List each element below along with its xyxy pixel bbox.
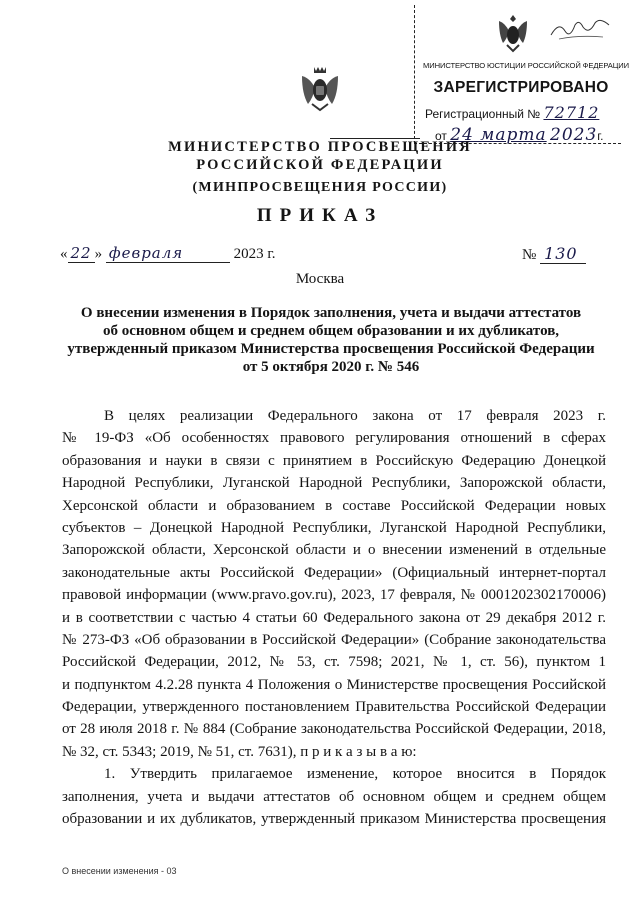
body-line: субъектов – Донецкой Народной Республики, Луганской Народной Республики, [62, 519, 606, 536]
order-title-line3: утвержденный приказом Министерства просвещения Российской Федерации [67, 341, 595, 357]
body-line: Запорожской области, Херсонской области и о внесении изменений в отдельные [62, 542, 606, 559]
stamp-reg-label: Регистрационный № [425, 107, 541, 121]
body-line: и подпунктом 4.2.28 пункта 4 Положения о Министерстве просвещения Российской [62, 676, 606, 693]
body-line: от 28 июля 2018 г. № 884 (Собрание законодательства Российской Федерации, 2018, [62, 721, 606, 738]
body-line: Российской Федерации, 2012, № 53, ст. 7598; 2021, № 1, ст. 56), пунктом 1 [62, 654, 606, 671]
order-number-value: 130 [540, 244, 586, 264]
stamp-date-suffix: г. [597, 129, 604, 143]
body-line-item-1: 1. Утвердить прилагаемое изменение, которое вносится в Порядок [104, 766, 606, 783]
body-line: образования и науки в связи с принятием в Российскую Федерацию Донецкой [62, 452, 606, 469]
stamp-signature-icon [549, 17, 611, 43]
body-line: Федерации, утвержденного постановлением Правительства Российской Федерации [62, 699, 606, 716]
body-line: Народной Республики, Луганской Народной Республики, Запорожской области, [62, 475, 606, 492]
document-type: ПРИКАЗ [256, 205, 384, 226]
body-line: В целях реализации Федерального закона от 17 февраля 2023 г. [104, 408, 606, 424]
order-title-line2: об основном общем и среднем общем образовании и их дубликатов, [102, 323, 560, 339]
ministry-name-line2: РОССИЙСКОЙ ФЕДЕРАЦИИ [196, 157, 444, 173]
body-line: заполнения, учета и выдачи аттестатов об основном общем и среднем общем [62, 788, 606, 805]
body-line: законодательные акты Российской Федерации» (Официальный интернет-портал [62, 564, 606, 581]
stamp-reg-number: 72712 [543, 103, 600, 122]
stamp-date-prefix: от [435, 129, 447, 143]
body-line: № 273-ФЗ «Об образовании в Российской Федерации» (Собрание законодательства [62, 631, 606, 648]
order-title [60, 304, 602, 376]
order-date [60, 244, 276, 263]
stamp-date-handwritten: 24 марта [450, 125, 547, 145]
ministry-name-line1: МИНИСТЕРСТВО ПРОСВЕЩЕНИЯ [168, 139, 472, 155]
ministry-short-name: (МИНПРОСВЕЩЕНИЯ РОССИИ) [192, 180, 448, 195]
registration-stamp [414, 5, 629, 145]
stamp-date-year: 2023 [550, 125, 598, 145]
body-line: и в соответствии с частью 4 статьи 60 Федерального закона от 29 декабря 2012 г. [62, 609, 606, 626]
date-open-quote: « [60, 246, 68, 262]
order-title-line4: от 5 октября 2020 г. № 546 [242, 359, 420, 375]
date-day: 22 [68, 244, 95, 263]
state-eagle-emblem-icon [298, 64, 342, 112]
body-line: № 19-ФЗ «Об особенностях правового регулирования отношений в сферах [62, 430, 606, 447]
ministry-name [0, 138, 640, 174]
stamp-eagle-emblem-icon [493, 11, 533, 53]
order-body [62, 405, 606, 830]
footer-note: О внесении изменения - 03 [62, 866, 177, 876]
order-title-line1: О внесении изменения в Порядок заполнения, учета и выдачи аттестатов [80, 305, 582, 321]
body-line: № 32, ст. 5343; 2019, № 51, ст. 7631), п р и к а з ы в а ю: [62, 743, 417, 760]
order-number [522, 244, 586, 264]
date-year: 2023 г. [233, 246, 276, 262]
date-close-quote: » [94, 246, 103, 262]
body-line: Херсонской области и образованием в составе Российской Федерации новых [62, 497, 606, 514]
stamp-ministry-name: МИНИСТЕРСТВО ЮСТИЦИИ РОССИЙСКОЙ ФЕДЕРАЦИИ [423, 61, 629, 70]
body-line: правовой информации (www.pravo.gov.ru), 2023, 17 февраля, № 0001202302170006) [62, 587, 606, 604]
order-number-label: № [522, 247, 537, 263]
body-line: образовании и их дубликатов, утвержденный приказом Министерства просвещения [62, 811, 606, 828]
city: Москва [295, 271, 345, 287]
stamp-status: ЗАРЕГИСТРИРОВАНО [433, 79, 609, 96]
date-month: февраля [106, 244, 230, 263]
stamp-registration-line [425, 103, 599, 122]
